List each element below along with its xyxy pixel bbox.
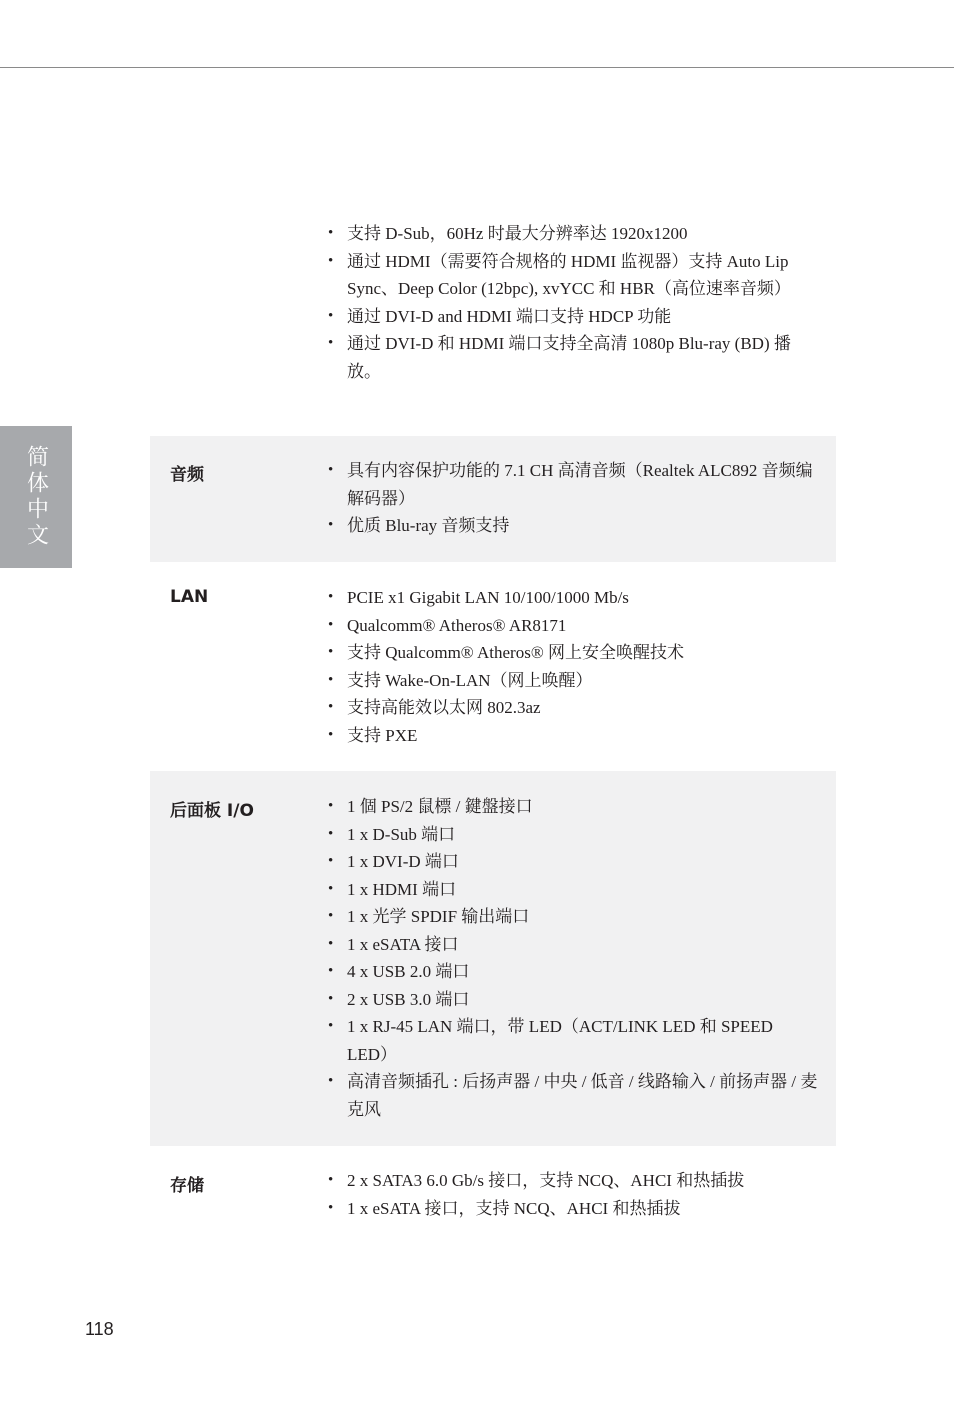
lan-list [328,584,818,749]
list-item: • 1 x 光学 SPDIF 输出端口 [328,903,818,931]
list-item: • 高清音频插孔 : 后扬声器 / 中央 / 低音 / 线路输入 / 前扬声器 / 麦克风 [328,1068,818,1123]
list-item: • 通过 DVI-D 和 HDMI 端口支持全高清 1080p Blu-ray (BD) 播放。 [328,330,818,385]
list-item: • 1 個 PS/2 鼠標 / 鍵盤接口 [328,793,818,821]
list-item: • 通过 HDMI（需要符合规格的 HDMI 监视器）支持 Auto Lip Sync、Deep Color (12bpc), xvYCC 和 HBR（高位速率音频） [328,248,818,303]
list-item: • 1 x RJ-45 LAN 端口，带 LED（ACT/LINK LED 和 SPEED LED） [328,1013,818,1068]
rear-io-label: 后面板 I/O [170,801,254,821]
list-item: • 优质 Blu-ray 音频支持 [328,512,818,540]
lan-label: LAN [170,587,209,607]
list-item: • 支持高能效以太网 802.3az [328,694,818,722]
rear-io-section [150,771,836,1146]
list-item: • 1 x HDMI 端口 [328,876,818,904]
list-item: • 1 x D-Sub 端口 [328,821,818,849]
rear-io-list [328,793,818,1123]
audio-section [150,436,836,562]
header-rule [0,67,954,68]
list-item: • 支持 PXE [328,722,818,750]
list-item: • 支持 Wake-On-LAN（网上唤醒） [328,667,818,695]
list-item: • 支持 Qualcomm® Atheros® 网上安全唤醒技术 [328,639,818,667]
list-item: • PCIE x1 Gigabit LAN 10/100/1000 Mb/s [328,584,818,612]
audio-label: 音频 [170,465,204,485]
list-item: • 支持 D-Sub，60Hz 时最大分辨率达 1920x1200 [328,220,818,248]
storage-list [328,1167,818,1222]
storage-section [150,1146,836,1246]
list-item: • 2 x SATA3 6.0 Gb/s 接口，支持 NCQ、AHCI 和热插拔 [328,1167,818,1195]
language-side-tab [0,426,72,568]
graphics-list [328,220,818,385]
list-item: • 2 x USB 3.0 端口 [328,986,818,1014]
list-item: • Qualcomm® Atheros® AR8171 [328,612,818,640]
list-item: • 1 x DVI-D 端口 [328,848,818,876]
list-item: • 1 x eSATA 接口，支持 NCQ、AHCI 和热插拔 [328,1195,818,1223]
list-item: • 通过 DVI-D and HDMI 端口支持 HDCP 功能 [328,303,818,331]
list-item: • 4 x USB 2.0 端口 [328,958,818,986]
graphics-section [150,220,836,420]
page-number: 118 [85,1319,114,1339]
list-item: • 1 x eSATA 接口 [328,931,818,959]
lan-section [150,562,836,771]
storage-label: 存储 [170,1176,204,1196]
language-tab-label: 简体中文 [23,445,49,549]
list-item: • 具有内容保护功能的 7.1 CH 高清音频（Realtek ALC892 音频编解码器） [328,457,818,512]
audio-list [328,457,818,540]
